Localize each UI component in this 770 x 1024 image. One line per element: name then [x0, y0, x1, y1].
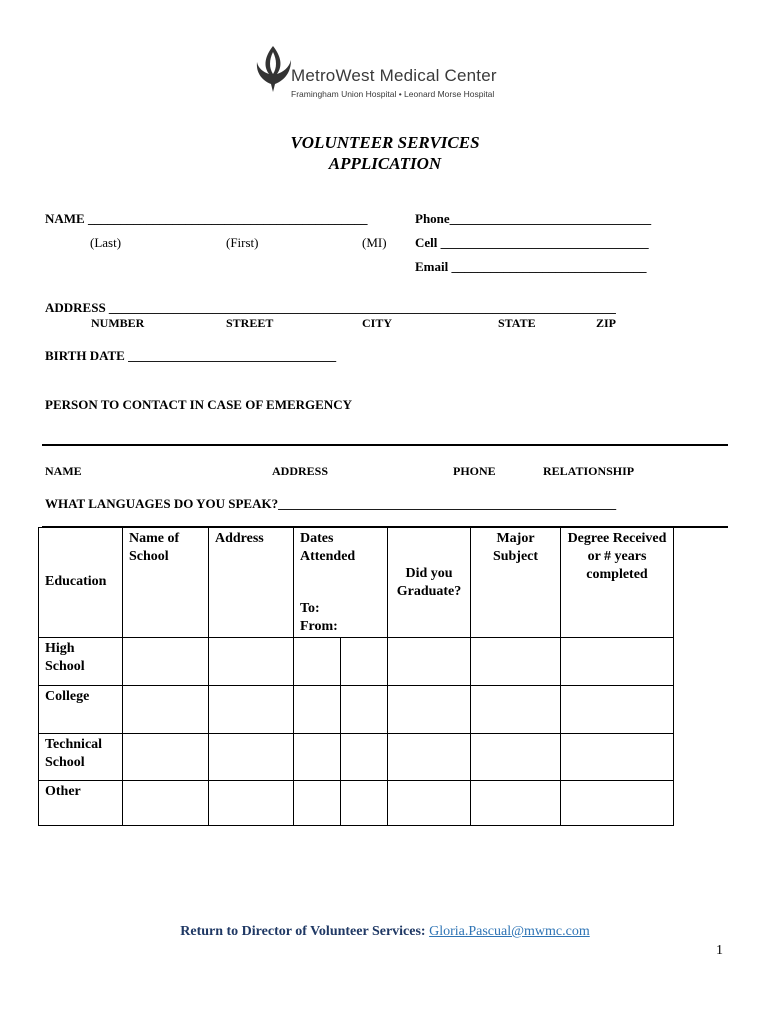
logo-subtitle: Framingham Union Hospital • Leonard Morse Hospital	[291, 89, 495, 99]
row-label-other: Other	[39, 781, 123, 826]
row-label-technical-school: Technical School	[39, 734, 123, 781]
address-city-caption: CITY	[362, 316, 393, 330]
address-street-caption: STREET	[226, 316, 274, 330]
school-name-cell[interactable]	[123, 781, 209, 826]
date-to-cell[interactable]	[341, 686, 388, 734]
form-title-line1: VOLUNTEER SERVICES	[290, 133, 480, 152]
address-cell[interactable]	[209, 686, 294, 734]
date-to-cell[interactable]	[341, 734, 388, 781]
first-name-caption: (First)	[226, 235, 259, 250]
address-cell[interactable]	[209, 638, 294, 686]
address-zip-caption: ZIP	[596, 316, 617, 330]
dates-attended-header	[294, 528, 388, 638]
graduate-cell[interactable]	[388, 638, 471, 686]
birth-date-field[interactable]: BIRTH DATE ________________________________	[45, 348, 337, 363]
address-state-caption: STATE	[498, 316, 536, 330]
logo	[255, 44, 520, 104]
last-name-caption: (Last)	[90, 235, 122, 250]
footer	[0, 924, 770, 940]
school-name-header: Name of School	[123, 528, 209, 638]
table-row	[39, 781, 674, 826]
degree-cell[interactable]	[561, 781, 674, 826]
table-row	[39, 686, 674, 734]
dates-attended-label: Dates Attended	[300, 531, 356, 564]
graduate-cell[interactable]	[388, 781, 471, 826]
school-name-cell[interactable]	[123, 734, 209, 781]
row-label-high-school: High School	[39, 638, 123, 686]
school-name-cell[interactable]	[123, 686, 209, 734]
address-header: Address	[209, 528, 294, 638]
logo-flower-icon	[255, 44, 295, 94]
emergency-address-caption: ADDRESS	[272, 464, 329, 478]
form-title-line2: APPLICATION	[328, 154, 442, 173]
from-label: From:	[300, 619, 338, 634]
major-cell[interactable]	[471, 686, 561, 734]
education-header-row	[39, 528, 674, 638]
major-cell[interactable]	[471, 781, 561, 826]
cell-field[interactable]: Cell ________________________________	[415, 235, 649, 250]
graduate-cell[interactable]	[388, 734, 471, 781]
major-cell[interactable]	[471, 638, 561, 686]
middle-initial-caption: (MI)	[362, 235, 387, 250]
to-label: To:	[300, 601, 320, 616]
table-row	[39, 638, 674, 686]
graduate-cell[interactable]	[388, 686, 471, 734]
major-cell[interactable]	[471, 734, 561, 781]
date-from-cell[interactable]	[294, 686, 341, 734]
phone-field[interactable]: Phone_______________________________	[415, 211, 652, 226]
school-name-cell[interactable]	[123, 638, 209, 686]
row-label-college: College	[39, 686, 123, 734]
emergency-entry-line[interactable]	[42, 444, 728, 446]
education-table	[38, 527, 674, 826]
address-cell[interactable]	[209, 734, 294, 781]
degree-cell[interactable]	[561, 686, 674, 734]
degree-header: Degree Received or # years completed	[561, 528, 674, 638]
emergency-heading: PERSON TO CONTACT IN CASE OF EMERGENCY	[45, 397, 352, 412]
footer-text: Return to Director of Volunteer Services:	[180, 924, 430, 939]
address-field[interactable]: ADDRESS ______________________________________________________________________________	[45, 300, 616, 315]
emergency-name-caption: NAME	[45, 464, 82, 478]
date-to-cell[interactable]	[341, 781, 388, 826]
graduate-header: Did you Graduate?	[388, 528, 471, 638]
address-number-caption: NUMBER	[91, 316, 145, 330]
page-number: 1	[716, 943, 723, 958]
email-field[interactable]: Email ______________________________	[415, 259, 647, 274]
logo-name: MetroWest Medical Center	[291, 66, 497, 85]
name-field[interactable]: NAME ___________________________________________	[45, 211, 368, 226]
address-cell[interactable]	[209, 781, 294, 826]
table-row	[39, 734, 674, 781]
major-header: Major Subject	[471, 528, 561, 638]
date-from-cell[interactable]	[294, 734, 341, 781]
degree-cell[interactable]	[561, 734, 674, 781]
languages-field[interactable]: WHAT LANGUAGES DO YOU SPEAK?____________________________________________________	[45, 496, 617, 511]
emergency-phone-caption: PHONE	[453, 464, 496, 478]
date-to-cell[interactable]	[341, 638, 388, 686]
emergency-relationship-caption: RELATIONSHIP	[543, 464, 635, 478]
footer-email-link[interactable]: Gloria.Pascual@mwmc.com	[429, 924, 590, 939]
date-from-cell[interactable]	[294, 781, 341, 826]
degree-cell[interactable]	[561, 638, 674, 686]
date-from-cell[interactable]	[294, 638, 341, 686]
education-header: Education	[39, 528, 123, 638]
